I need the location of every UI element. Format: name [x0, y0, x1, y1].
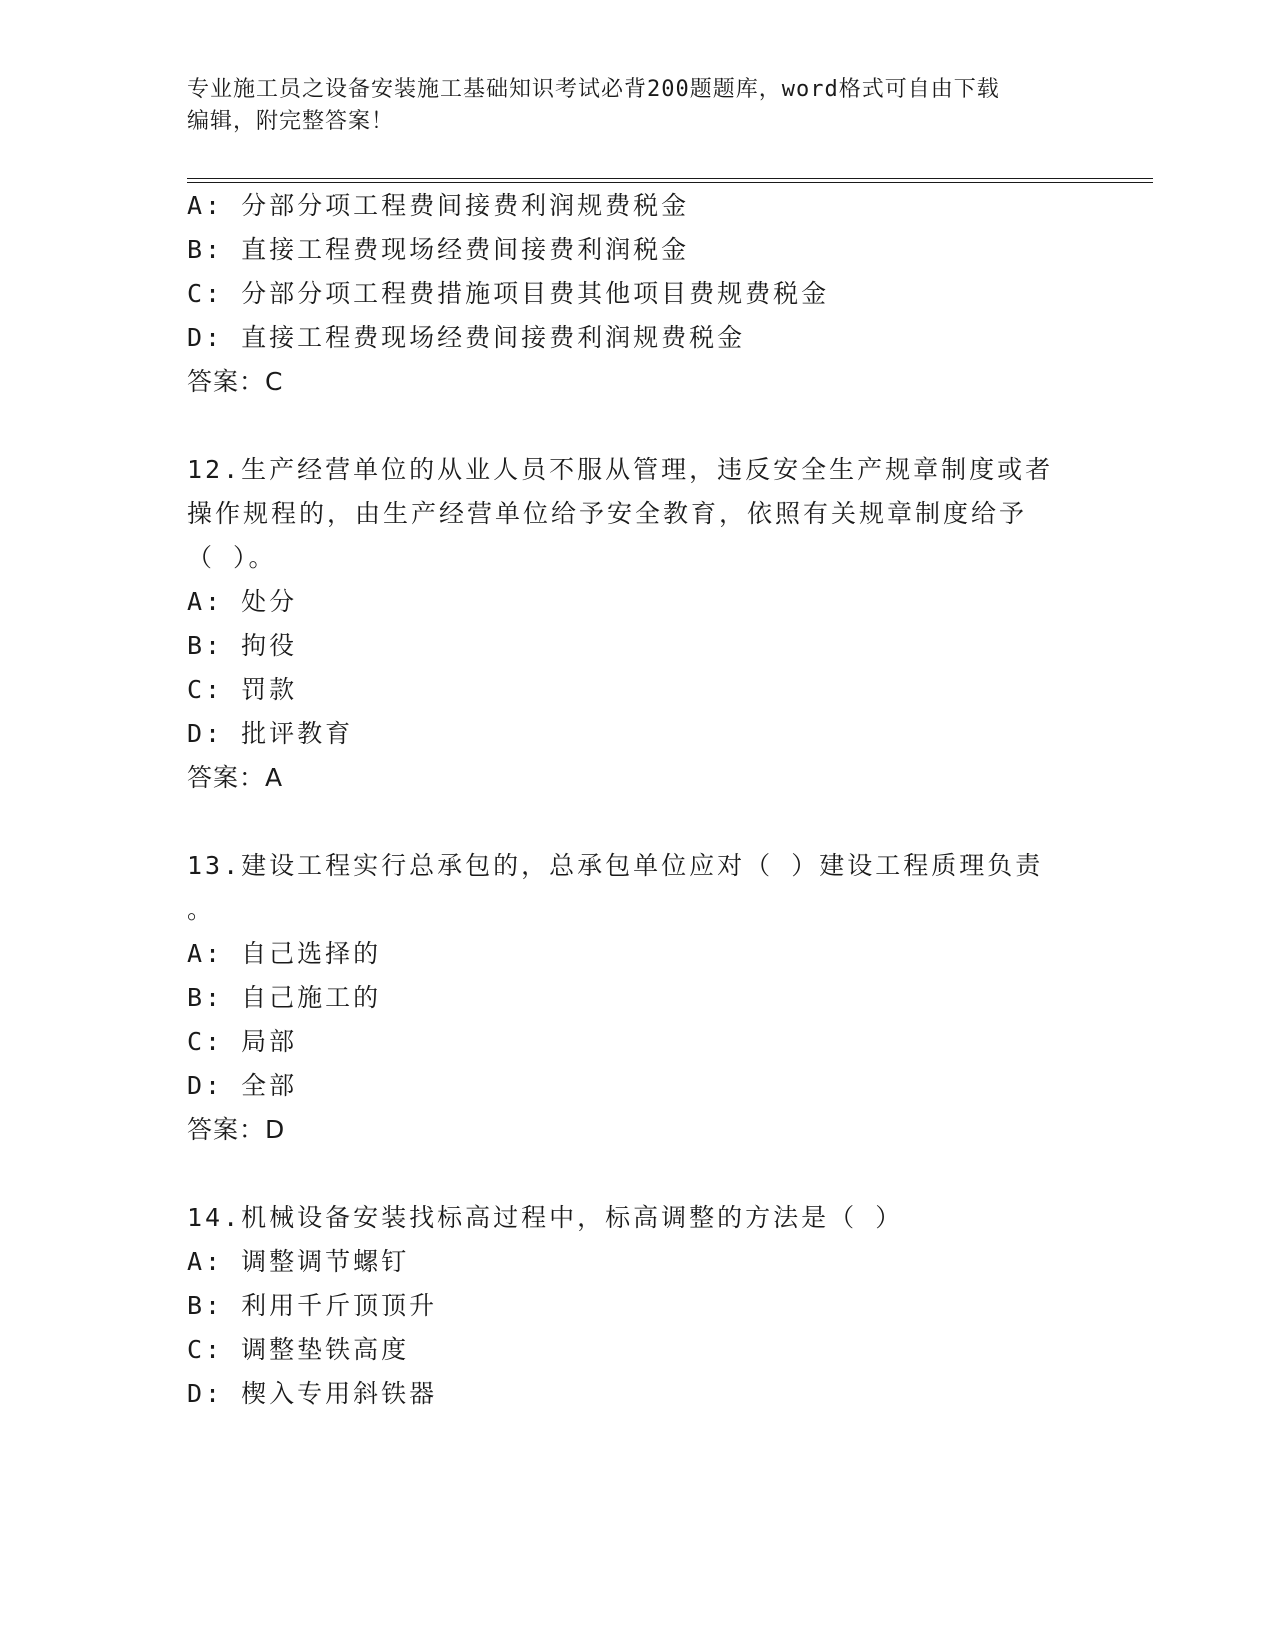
q12-stem-line-2: 操作规程的，由生产经营单位给予安全教育，依照有关规章制度给予 [187, 499, 1028, 528]
q12-option-c: C: 罚款 [187, 675, 298, 704]
q12-answer: 答案：A [187, 763, 284, 792]
q12-option-a: A: 处分 [187, 587, 298, 616]
q13-stem-line-2: 。 [187, 895, 216, 924]
q13-option-d: D: 全部 [187, 1071, 298, 1100]
q11-answer: 答案：C [187, 367, 284, 396]
q11-option-c: C: 分部分项工程费措施项目费其他项目费规费税金 [187, 279, 830, 308]
q14-option-d: D: 楔入专用斜铁器 [187, 1379, 438, 1408]
q12-stem-line-3: （ ）。 [187, 543, 277, 572]
header-divider-top [187, 178, 1153, 179]
q11-option-b: B: 直接工程费现场经费间接费利润税金 [187, 235, 690, 264]
q14-option-b: B: 利用千斤顶顶升 [187, 1291, 438, 1320]
q14-option-a: A: 调整调节螺钉 [187, 1247, 410, 1276]
q14-option-c: C: 调整垫铁高度 [187, 1335, 410, 1364]
q12-option-b: B: 拘役 [187, 631, 298, 660]
q13-option-c: C: 局部 [187, 1027, 298, 1056]
q12-option-d: D: 批评教育 [187, 719, 354, 748]
q13-option-b: B: 自己施工的 [187, 983, 382, 1012]
q14-stem-line-1: 14.机械设备安装找标高过程中，标高调整的方法是（ ） [187, 1203, 904, 1232]
header-divider-bottom [187, 182, 1153, 183]
header-line-2: 编辑，附完整答案！ [187, 109, 395, 134]
q13-answer: 答案：D [187, 1115, 286, 1144]
header-line-1: 专业施工员之设备安装施工基础知识考试必背200题题库，word格式可自由下载 [187, 77, 1000, 102]
q13-stem-line-1: 13.建设工程实行总承包的，总承包单位应对（ ）建设工程质理负责 [187, 851, 1044, 880]
q12-stem-line-1: 12.生产经营单位的从业人员不服从管理，违反安全生产规章制度或者 [187, 455, 1054, 484]
q13-option-a: A: 自己选择的 [187, 939, 382, 968]
document-header [187, 74, 1087, 138]
q11-option-d: D: 直接工程费现场经费间接费利润规费税金 [187, 323, 746, 352]
q11-option-a: A: 分部分项工程费间接费利润规费税金 [187, 191, 690, 220]
